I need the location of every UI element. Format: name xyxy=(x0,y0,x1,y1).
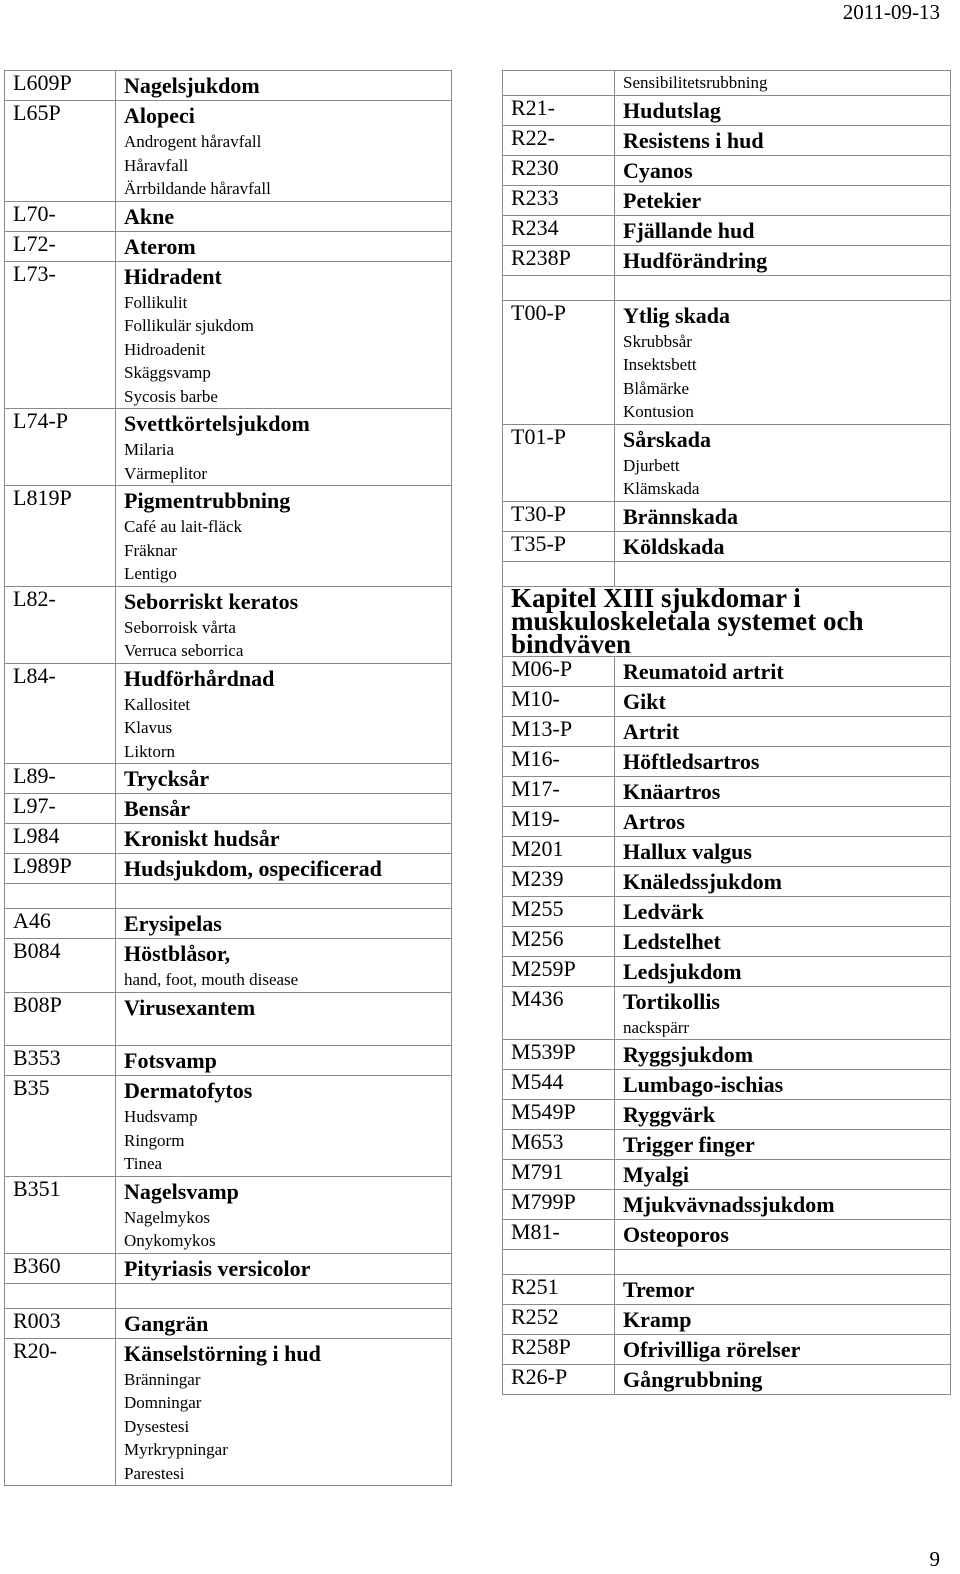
diagnosis-name: Lumbago-ischias xyxy=(623,1072,784,1097)
code-cell: L609P xyxy=(5,71,116,101)
diagnosis-cell xyxy=(116,1046,452,1076)
diagnosis-cell xyxy=(615,185,951,215)
code-cell: B08P xyxy=(5,992,116,1046)
diagnosis-name: Seborriskt keratos xyxy=(124,588,299,614)
code-cell: M436 xyxy=(503,986,615,1040)
table-row xyxy=(5,586,452,663)
code-cell: T00-P xyxy=(503,300,615,424)
diagnosis-name: Ledvärk xyxy=(623,898,704,924)
table-row xyxy=(503,1130,951,1160)
diagnosis-name: Ryggvärk xyxy=(623,1102,716,1127)
diagnosis-cell xyxy=(615,300,951,424)
diagnosis-cell xyxy=(116,824,452,854)
table-row xyxy=(503,71,951,96)
table-row xyxy=(503,501,951,531)
code-cell: R233 xyxy=(503,185,615,215)
table-row xyxy=(503,1365,951,1395)
code-cell: B360 xyxy=(5,1253,116,1283)
diagnosis-cell xyxy=(116,1338,452,1486)
table-row xyxy=(5,764,452,794)
table-row xyxy=(503,185,951,215)
code-cell: R251 xyxy=(503,1275,615,1305)
table-row xyxy=(503,1040,951,1070)
synonym-text: Myrkrypningar xyxy=(124,1440,228,1459)
diagnosis-cell xyxy=(615,275,951,300)
synonym-text: Ringorm xyxy=(124,1130,185,1150)
code-cell: L82- xyxy=(5,586,116,663)
diagnosis-name: Dermatofytos xyxy=(124,1078,253,1103)
diagnosis-name: Hidradent xyxy=(124,263,222,289)
table-row xyxy=(503,95,951,125)
code-cell: M549P xyxy=(503,1100,615,1130)
table-row xyxy=(503,1335,951,1365)
table-row xyxy=(503,1220,951,1250)
synonym-text: Verruca seborrica xyxy=(124,641,244,660)
synonym-text: Follikulär sjukdom xyxy=(124,316,254,335)
table-row xyxy=(5,854,452,884)
code-cell: M06-P xyxy=(503,656,615,686)
table-row xyxy=(503,1250,951,1275)
code-cell: M259P xyxy=(503,956,615,986)
code-cell: L819P xyxy=(5,486,116,587)
table-row xyxy=(503,1100,951,1130)
diagnosis-cell xyxy=(615,1275,951,1305)
diagnosis-name: Mjukvävnadssjukdom xyxy=(623,1192,835,1217)
diagnosis-name: Hudförändring xyxy=(623,247,768,273)
table-row xyxy=(5,261,452,409)
table-row xyxy=(503,656,951,686)
code-cell: M544 xyxy=(503,1070,615,1100)
code-cell: L989P xyxy=(5,854,116,884)
code-cell: L984 xyxy=(5,824,116,854)
diagnosis-name: Höstblåsor, xyxy=(124,941,231,966)
code-cell: R20- xyxy=(5,1338,116,1486)
table-row xyxy=(5,71,452,101)
table-row xyxy=(503,155,951,185)
diagnosis-cell xyxy=(116,261,452,409)
synonym-text: Parestesi xyxy=(124,1463,185,1483)
code-cell xyxy=(503,275,615,300)
diagnosis-cell xyxy=(116,909,452,939)
diagnosis-cell xyxy=(116,101,452,202)
diagnosis-cell xyxy=(615,245,951,275)
table-row xyxy=(5,201,452,231)
synonym-text: Sycosis barbe xyxy=(124,386,218,406)
table-row xyxy=(5,409,452,486)
table-row xyxy=(503,866,951,896)
diagnosis-name: Tremor xyxy=(623,1277,695,1302)
diagnosis-cell xyxy=(615,926,951,956)
code-cell: M81- xyxy=(503,1220,615,1250)
page-date: 2011-09-13 xyxy=(842,0,940,24)
table-row xyxy=(503,531,951,561)
diagnosis-cell xyxy=(116,663,452,764)
synonym-text: Klämskada xyxy=(623,479,700,498)
table-row xyxy=(503,1275,951,1305)
diagnosis-name: Känselstörning i hud xyxy=(124,1340,321,1366)
synonym-text: Nagelmykos xyxy=(124,1207,210,1227)
synonym-text: Värmeplitor xyxy=(124,463,208,483)
code-cell: B353 xyxy=(5,1046,116,1076)
diagnosis-cell xyxy=(116,231,452,261)
diagnosis-name: Ryggsjukdom xyxy=(623,1042,754,1067)
table-row xyxy=(5,231,452,261)
diagnosis-cell xyxy=(615,1190,951,1220)
synonym-text: Bränningar xyxy=(124,1369,201,1389)
code-cell: R252 xyxy=(503,1305,615,1335)
diagnosis-cell xyxy=(116,409,452,486)
synonym-text: Onykomykos xyxy=(124,1231,216,1250)
synonym-text: Ärrbildande håravfall xyxy=(124,179,271,198)
table-row xyxy=(5,1076,452,1177)
diagnosis-cell xyxy=(615,1040,951,1070)
diagnosis-cell xyxy=(116,586,452,663)
diagnosis-cell xyxy=(615,1250,951,1275)
diagnosis-name: Tortikollis xyxy=(623,988,720,1014)
diagnosis-name: Brännskada xyxy=(623,503,738,529)
diagnosis-name: Ofrivilliga rörelser xyxy=(623,1337,801,1362)
diagnosis-cell xyxy=(615,424,951,501)
diagnosis-name: Artrit xyxy=(623,718,680,744)
page-number: 9 xyxy=(929,1547,940,1571)
code-cell: T01-P xyxy=(503,424,615,501)
diagnosis-name: Ytlig skada xyxy=(623,302,730,328)
code-cell: L65P xyxy=(5,101,116,202)
code-cell xyxy=(503,71,615,96)
diagnosis-cell xyxy=(116,1308,452,1338)
diagnosis-name: Aterom xyxy=(124,233,196,259)
table-row xyxy=(5,1046,452,1076)
diagnosis-name: Knäartros xyxy=(623,778,721,804)
diagnosis-cell xyxy=(116,992,452,1046)
code-cell: M539P xyxy=(503,1040,615,1070)
diagnosis-cell xyxy=(615,215,951,245)
diagnosis-cell xyxy=(615,836,951,866)
diagnosis-cell xyxy=(615,866,951,896)
synonym-text: Seborroisk vårta xyxy=(124,617,236,637)
diagnosis-name: Erysipelas xyxy=(124,911,222,936)
diagnosis-name: Osteoporos xyxy=(623,1222,729,1247)
diagnosis-cell xyxy=(615,1335,951,1365)
table-row xyxy=(5,1308,452,1338)
diagnosis-name: Cyanos xyxy=(623,157,693,183)
diagnosis-name: Gångrubbning xyxy=(623,1367,763,1392)
code-cell: L84- xyxy=(5,663,116,764)
code-cell: R234 xyxy=(503,215,615,245)
diagnosis-cell xyxy=(615,806,951,836)
table-row xyxy=(5,824,452,854)
diagnosis-cell xyxy=(116,1176,452,1253)
table-row xyxy=(503,836,951,866)
chapter-heading-row xyxy=(503,586,951,656)
right-code-table xyxy=(502,70,951,1395)
diagnosis-cell xyxy=(615,1305,951,1335)
diagnosis-cell xyxy=(615,531,951,561)
diagnosis-name: Hudförhårdnad xyxy=(124,665,275,691)
code-cell: M653 xyxy=(503,1130,615,1160)
diagnosis-cell xyxy=(116,884,452,909)
diagnosis-cell xyxy=(615,956,951,986)
synonym-text: Hidroadenit xyxy=(124,339,206,359)
diagnosis-name: Fotsvamp xyxy=(124,1048,217,1073)
table-row xyxy=(503,776,951,806)
diagnosis-cell xyxy=(116,201,452,231)
table-row xyxy=(503,275,951,300)
code-cell: M791 xyxy=(503,1160,615,1190)
diagnosis-name: Akne xyxy=(124,203,175,229)
synonym-text: Milaria xyxy=(124,440,175,459)
code-cell: M239 xyxy=(503,866,615,896)
diagnosis-name: Resistens i hud xyxy=(623,127,764,153)
synonym-text: Blåmärke xyxy=(623,378,690,398)
diagnosis-cell xyxy=(615,95,951,125)
diagnosis-name: Hudsjukdom, ospecificerad xyxy=(124,856,382,881)
diagnosis-name: Trigger finger xyxy=(623,1132,755,1157)
synonym-text: Djurbett xyxy=(623,455,680,475)
code-cell: R238P xyxy=(503,245,615,275)
code-cell: T35-P xyxy=(503,531,615,561)
diagnosis-name: Kroniskt hudsår xyxy=(124,826,280,851)
diagnosis-cell xyxy=(615,71,951,96)
table-row xyxy=(5,1283,452,1308)
code-cell: B084 xyxy=(5,939,116,993)
synonym-text: Dysestesi xyxy=(124,1416,190,1436)
diagnosis-cell xyxy=(615,125,951,155)
diagnosis-cell xyxy=(615,1100,951,1130)
code-cell: M256 xyxy=(503,926,615,956)
table-row xyxy=(5,663,452,764)
diagnosis-name: Hudutslag xyxy=(623,97,721,123)
table-row xyxy=(503,686,951,716)
diagnosis-name: Artros xyxy=(623,808,685,834)
synonym-text: Fräknar xyxy=(124,540,177,560)
code-cell: M201 xyxy=(503,836,615,866)
diagnosis-cell xyxy=(116,71,452,101)
diagnosis-cell xyxy=(116,486,452,587)
synonym-text: Lentigo xyxy=(124,564,177,583)
diagnosis-name: Virusexantem xyxy=(124,994,256,1020)
diagnosis-cell xyxy=(116,939,452,993)
code-cell: L72- xyxy=(5,231,116,261)
code-cell: M13-P xyxy=(503,716,615,746)
code-cell: A46 xyxy=(5,909,116,939)
table-row xyxy=(503,300,951,424)
table-row xyxy=(503,215,951,245)
table-row xyxy=(5,1176,452,1253)
synonym-text: Tinea xyxy=(124,1154,163,1173)
synonym-text: Insektsbett xyxy=(623,355,697,374)
table-row xyxy=(503,896,951,926)
diagnosis-name: Ledstelhet xyxy=(623,928,721,954)
table-row xyxy=(5,1338,452,1486)
diagnosis-name: Ledsjukdom xyxy=(623,958,742,984)
code-cell: T30-P xyxy=(503,501,615,531)
code-cell: L70- xyxy=(5,201,116,231)
table-row xyxy=(503,125,951,155)
diagnosis-cell xyxy=(116,794,452,824)
code-cell: L89- xyxy=(5,764,116,794)
diagnosis-cell xyxy=(116,1253,452,1283)
table-row xyxy=(5,486,452,587)
diagnosis-cell xyxy=(615,1160,951,1190)
table-row xyxy=(503,746,951,776)
table-row xyxy=(503,1190,951,1220)
diagnosis-name: Sårskada xyxy=(623,426,712,452)
chapter-heading: Kapitel XIII sjukdomar i muskuloskeletala systemet och bindväven xyxy=(503,586,951,656)
code-cell: M16- xyxy=(503,746,615,776)
diagnosis-name: Myalgi xyxy=(623,1162,689,1187)
table-row xyxy=(503,806,951,836)
diagnosis-name: Pigmentrubbning xyxy=(124,488,291,513)
code-cell: M19- xyxy=(503,806,615,836)
code-cell: R22- xyxy=(503,125,615,155)
table-row xyxy=(503,1070,951,1100)
synonym-text: Klavus xyxy=(124,718,173,737)
table-row xyxy=(5,101,452,202)
diagnosis-name: Reumatoid artrit xyxy=(623,658,784,684)
diagnosis-cell xyxy=(615,896,951,926)
left-code-table xyxy=(4,70,452,1486)
diagnosis-name: Svettkörtelsjukdom xyxy=(124,411,310,436)
code-cell: L97- xyxy=(5,794,116,824)
diagnosis-cell xyxy=(116,1076,452,1177)
diagnosis-cell xyxy=(615,716,951,746)
code-cell: R26-P xyxy=(503,1365,615,1395)
table-row xyxy=(503,1160,951,1190)
code-cell: B351 xyxy=(5,1176,116,1253)
synonym-text: nackspärr xyxy=(623,1017,690,1037)
diagnosis-name: Nagelsjukdom xyxy=(124,73,260,98)
diagnosis-name: Hallux valgus xyxy=(623,838,752,864)
synonym-text: Kontusion xyxy=(623,402,694,421)
table-row xyxy=(503,956,951,986)
diagnosis-name: Petekier xyxy=(623,187,702,213)
diagnosis-name: Trycksår xyxy=(124,766,210,791)
code-cell xyxy=(503,1250,615,1275)
table-row xyxy=(5,909,452,939)
code-cell xyxy=(5,884,116,909)
table-row xyxy=(503,424,951,501)
diagnosis-cell xyxy=(116,854,452,884)
code-cell: M799P xyxy=(503,1190,615,1220)
code-cell: L74-P xyxy=(5,409,116,486)
diagnosis-name: Pityriasis versicolor xyxy=(124,1255,311,1281)
synonym-text xyxy=(124,1022,451,1046)
diagnosis-cell xyxy=(615,686,951,716)
synonym-text: Kallositet xyxy=(124,694,191,714)
synonym-text: Håravfall xyxy=(124,155,189,175)
diagnosis-name: Alopeci xyxy=(124,103,195,128)
diagnosis-name: Knäledssjukdom xyxy=(623,868,782,894)
diagnosis-name: Bensår xyxy=(124,796,190,821)
table-row xyxy=(5,1253,452,1283)
synonym-text: Skäggsvamp xyxy=(124,363,211,382)
code-cell: L73- xyxy=(5,261,116,409)
table-row xyxy=(5,884,452,909)
diagnosis-name: Kramp xyxy=(623,1307,692,1332)
table-row xyxy=(503,986,951,1040)
code-cell: R230 xyxy=(503,155,615,185)
synonym-text: Liktorn xyxy=(124,741,175,761)
diagnosis-name: Gikt xyxy=(623,688,666,714)
code-cell: M255 xyxy=(503,896,615,926)
table-row xyxy=(5,794,452,824)
code-cell: R21- xyxy=(503,95,615,125)
diagnosis-name: Gangrän xyxy=(124,1310,209,1336)
synonym-text: Follikulit xyxy=(124,292,188,312)
code-cell: R003 xyxy=(5,1308,116,1338)
synonym-text: Domningar xyxy=(124,1393,202,1412)
diagnosis-cell xyxy=(615,1130,951,1160)
code-cell: R258P xyxy=(503,1335,615,1365)
synonym-text: Hudsvamp xyxy=(124,1107,198,1126)
synonym-text: Skrubbsår xyxy=(623,331,692,351)
diagnosis-name: Köldskada xyxy=(623,533,725,559)
diagnosis-cell xyxy=(615,986,951,1040)
diagnosis-cell xyxy=(615,155,951,185)
diagnosis-cell xyxy=(615,1365,951,1395)
diagnosis-cell xyxy=(615,656,951,686)
code-cell xyxy=(5,1283,116,1308)
synonym-text: hand, foot, mouth disease xyxy=(124,970,299,989)
table-row xyxy=(503,716,951,746)
code-cell: M10- xyxy=(503,686,615,716)
synonym-text: Androgent håravfall xyxy=(124,132,262,151)
synonym-text: Café au lait-fläck xyxy=(124,517,242,536)
diagnosis-name: Fjällande hud xyxy=(623,217,755,243)
diagnosis-name: Höftledsartros xyxy=(623,748,760,774)
table-row xyxy=(503,245,951,275)
table-row xyxy=(5,939,452,993)
diagnosis-cell xyxy=(615,776,951,806)
diagnosis-cell xyxy=(116,1283,452,1308)
table-row xyxy=(5,992,452,1046)
table-row xyxy=(503,926,951,956)
diagnosis-cell xyxy=(615,1220,951,1250)
synonym-text: Sensibilitetsrubbning xyxy=(623,73,768,92)
diagnosis-name: Nagelsvamp xyxy=(124,1178,239,1204)
code-cell: B35 xyxy=(5,1076,116,1177)
diagnosis-cell xyxy=(615,746,951,776)
diagnosis-cell xyxy=(615,1070,951,1100)
diagnosis-cell xyxy=(116,764,452,794)
table-row xyxy=(503,1305,951,1335)
diagnosis-cell xyxy=(615,501,951,531)
code-cell: M17- xyxy=(503,776,615,806)
